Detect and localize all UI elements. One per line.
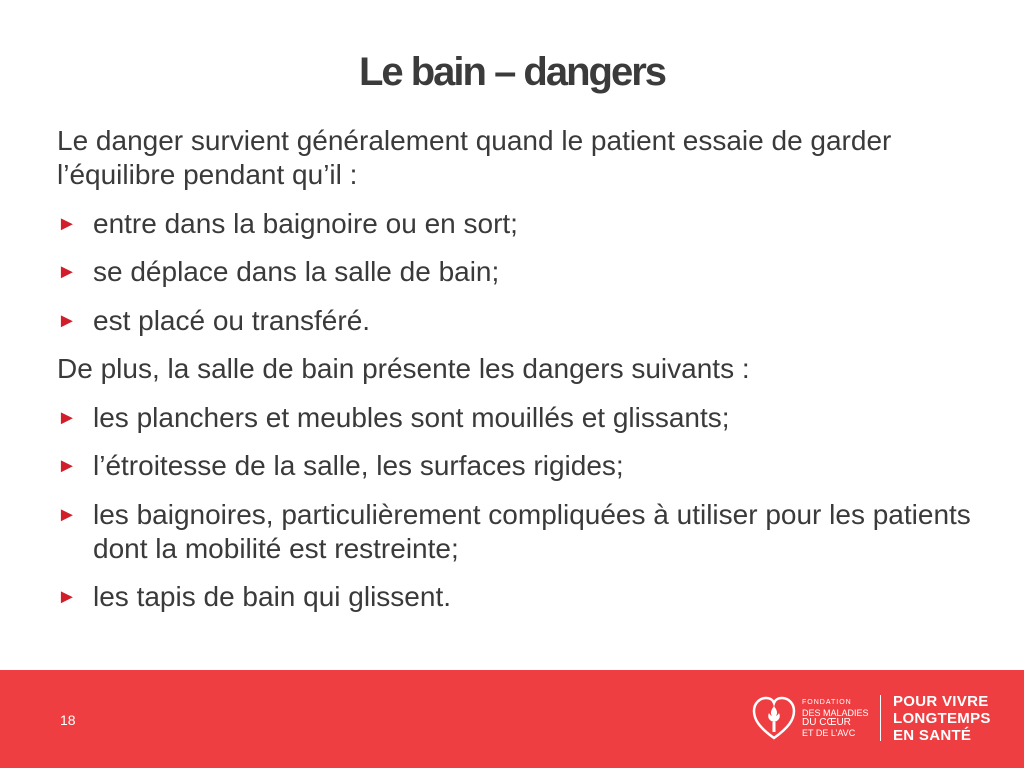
heart-torch-logo-icon (752, 694, 796, 742)
red-triangle-arrow-icon: ► (57, 261, 77, 284)
bullet-text: l’étroitesse de la salle, les surfaces rigides; (93, 450, 624, 482)
red-triangle-arrow-icon: ► (57, 212, 77, 235)
bullet-text: les planchers et meubles sont mouillés et glissants; (93, 401, 730, 433)
list-item (57, 304, 997, 338)
intro-bullet-list (57, 207, 997, 338)
tagline-line: POUR VIVRE (893, 692, 989, 710)
org-name-line: ET DE L’AVC (802, 728, 856, 738)
logo-divider (880, 695, 881, 741)
footer-bar (0, 670, 1024, 768)
bullet-text: entre dans la baignoire ou en sort; (93, 207, 518, 239)
second-paragraph: De plus, la salle de bain présente les dangers suivants : (57, 353, 750, 385)
red-triangle-arrow-icon: ► (57, 503, 77, 526)
org-name-line: DU CŒUR (802, 717, 851, 728)
intro-paragraph: Le danger survient généralement quand le patient essaie de garder l’équilibre pendant qu’il : (57, 125, 892, 191)
list-item (57, 207, 997, 241)
list-item (57, 580, 997, 614)
bullet-text: les tapis de bain qui glissent. (93, 581, 451, 613)
list-item (57, 449, 997, 483)
foundation-logo (752, 690, 991, 746)
org-name-line: DES MALADIES (802, 708, 869, 718)
list-item (57, 498, 997, 567)
red-triangle-arrow-icon: ► (57, 586, 77, 609)
red-triangle-arrow-icon: ► (57, 455, 77, 478)
bullet-text: se déplace dans la salle de bain; (93, 256, 500, 288)
org-name-line: FONDATION (802, 699, 852, 706)
org-name (802, 698, 876, 738)
page-number: 18 (60, 712, 76, 728)
bullet-text: est placé ou transféré. (93, 304, 371, 336)
list-item (57, 401, 997, 435)
list-item (57, 255, 997, 289)
red-triangle-arrow-icon: ► (57, 406, 77, 429)
bullet-text: les baignoires, particulièrement compliquées à utiliser pour les patients dont la mobilité est restreinte; (93, 498, 971, 564)
slide-title: Le bain – dangers (358, 50, 666, 94)
slide-body (57, 124, 997, 629)
tagline-line: EN SANTÉ (893, 726, 972, 744)
danger-bullet-list (57, 401, 997, 615)
tagline-line: LONGTEMPS (893, 709, 991, 727)
tagline (893, 693, 991, 744)
red-triangle-arrow-icon: ► (57, 309, 77, 332)
